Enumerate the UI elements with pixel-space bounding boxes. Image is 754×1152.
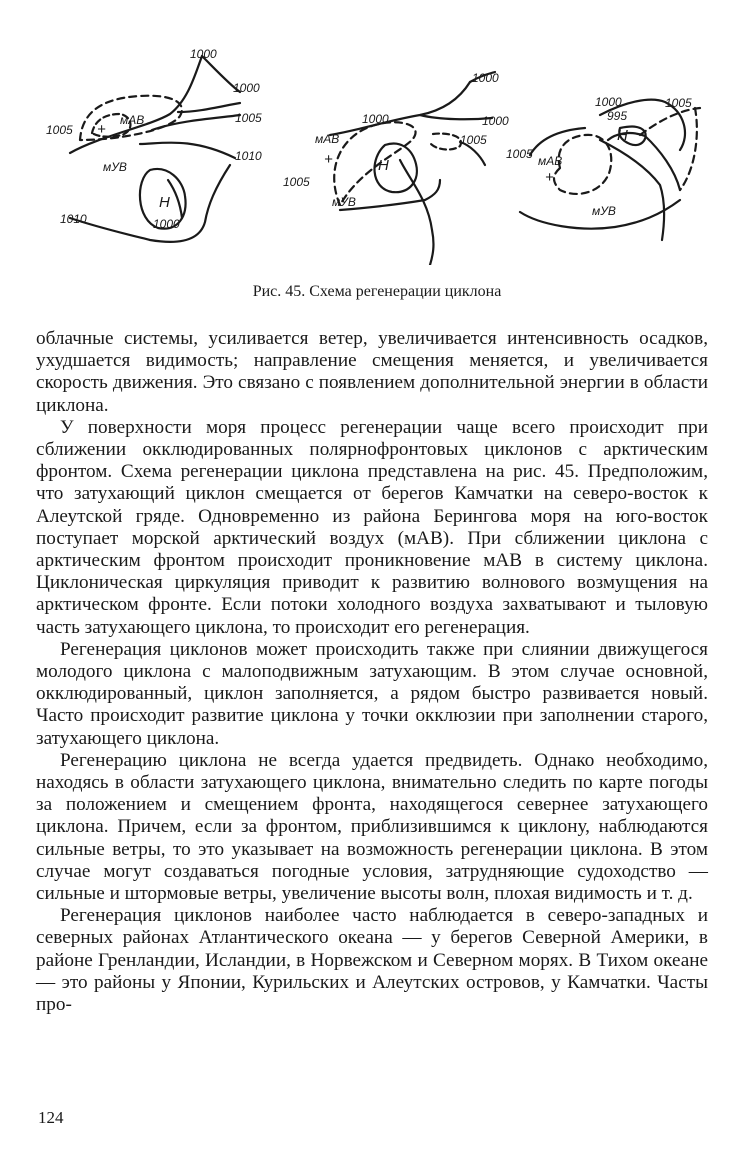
air-mass-label: мАВ — [538, 154, 563, 168]
panel-1 — [70, 56, 240, 242]
paragraph: облачные системы, усиливается ветер, увеличивается интенсивность осадков, ухудшается видимость; направление смещения меняется, и увеличивается скорость движения. Это связано с появлением дополнительной энергии в области циклона. — [36, 328, 708, 416]
isobar-label: 1010 — [235, 149, 262, 163]
isobar-label: 1010 — [60, 212, 87, 226]
isobar-label: 995 — [607, 109, 628, 123]
isobar-label: 1000 — [482, 114, 509, 128]
figure-caption: Рис. 45. Схема регенерации циклона — [252, 283, 502, 300]
low-pressure-label: Н — [378, 157, 389, 174]
panel-2 — [330, 72, 495, 265]
air-mass-label: мАВ — [315, 132, 340, 146]
page-number: 124 — [38, 1108, 64, 1127]
paragraph: Регенерация циклонов наиболее часто наблюдается в северо-западных и северных районах Атлантического океана — у берегов Северной Америки, в районе Гренландии, Исландии, в Норвежском и Северном морях. В Тихом океане — это районы у Японии, Курильских и Алеутских островов, у Камчатки. Часты про- — [36, 905, 708, 1016]
paragraph: У поверхности моря процесс регенерации чаще всего происходит при сближении окклюдированных полярнофронтовых циклонов с арктическим фронтом. Схема регенерации циклона представлена на рис. 45. Предположим, что затухающий циклон смещается от берегов Камчатки на северо-восток к Алеутской гряде. Одновременно из района Берингова моря на юго-восток поступает морской арктический воздух (мАВ). При сближении циклона с арктическим фронтом происходит проникновение мАВ в систему циклона. Циклоническая циркуляция приводит к развитию волнового возмущения на арктическом фронте. Если потоки холодного воздуха захватывают и тыловую часть затухающего циклона, то происходит его регенерация. — [36, 416, 708, 638]
isobar-label: 1000 — [190, 47, 217, 61]
air-mass-label: мУВ — [332, 195, 356, 209]
air-mass-label: мУВ — [592, 204, 616, 218]
isobar-label: 1005 — [235, 111, 262, 125]
isobar-label: 1000 — [233, 81, 260, 95]
paragraph: Регенерацию циклона не всегда удается предвидеть. Однако необходимо, находясь в области затухающего циклона, внимательно следить по карте погоды за положением и смещением фронта, находящегося севернее затухающего циклона. Причем, если за фронтом, приблизившимся к циклону, наблюдаются сильные ветры, то это указывает на возможность регенерации циклона. В этом случае могут создаваться погодные условия, затрудняющие судоходство — сильные и штормовые ветры, увеличение высоты волн, плохая видимость и т. д. — [36, 749, 708, 905]
high-pressure-label: + — [545, 169, 554, 186]
paragraph: Регенерация циклонов может происходить также при слиянии движущегося молодого циклона с малоподвижным затухающим. В этом случае основной, окклюдированный, циклон заполняется, а рядом быстро развивается новый. Часто происходит развитие циклона у точки окклюзии при заполнении старого, затухающего циклона. — [36, 638, 708, 749]
isobar-label: 1005 — [506, 147, 533, 161]
air-mass-label: мУВ — [103, 160, 127, 174]
isobar-label: 1000 — [362, 112, 389, 126]
isobar-label: 1005 — [46, 123, 73, 137]
high-pressure-label: + — [324, 151, 333, 168]
front-line-1 — [70, 56, 202, 153]
high-pressure-label: + — [97, 121, 106, 138]
cyclone-diagram — [40, 40, 720, 265]
low-pressure-label: Н — [159, 194, 170, 211]
isobar-label: 1000 — [153, 217, 180, 231]
cyclone-regeneration-figure — [40, 40, 720, 265]
isobar-label: 1005 — [460, 133, 487, 147]
body-text — [36, 328, 708, 1016]
isobar-label: 1000 — [595, 95, 622, 109]
isobar-label: 1005 — [665, 96, 692, 110]
isobar-label: 1005 — [283, 175, 310, 189]
isobar-label: 1000 — [472, 71, 499, 85]
low-pressure-label: Н — [617, 127, 628, 144]
air-mass-label: мАВ — [120, 113, 145, 127]
